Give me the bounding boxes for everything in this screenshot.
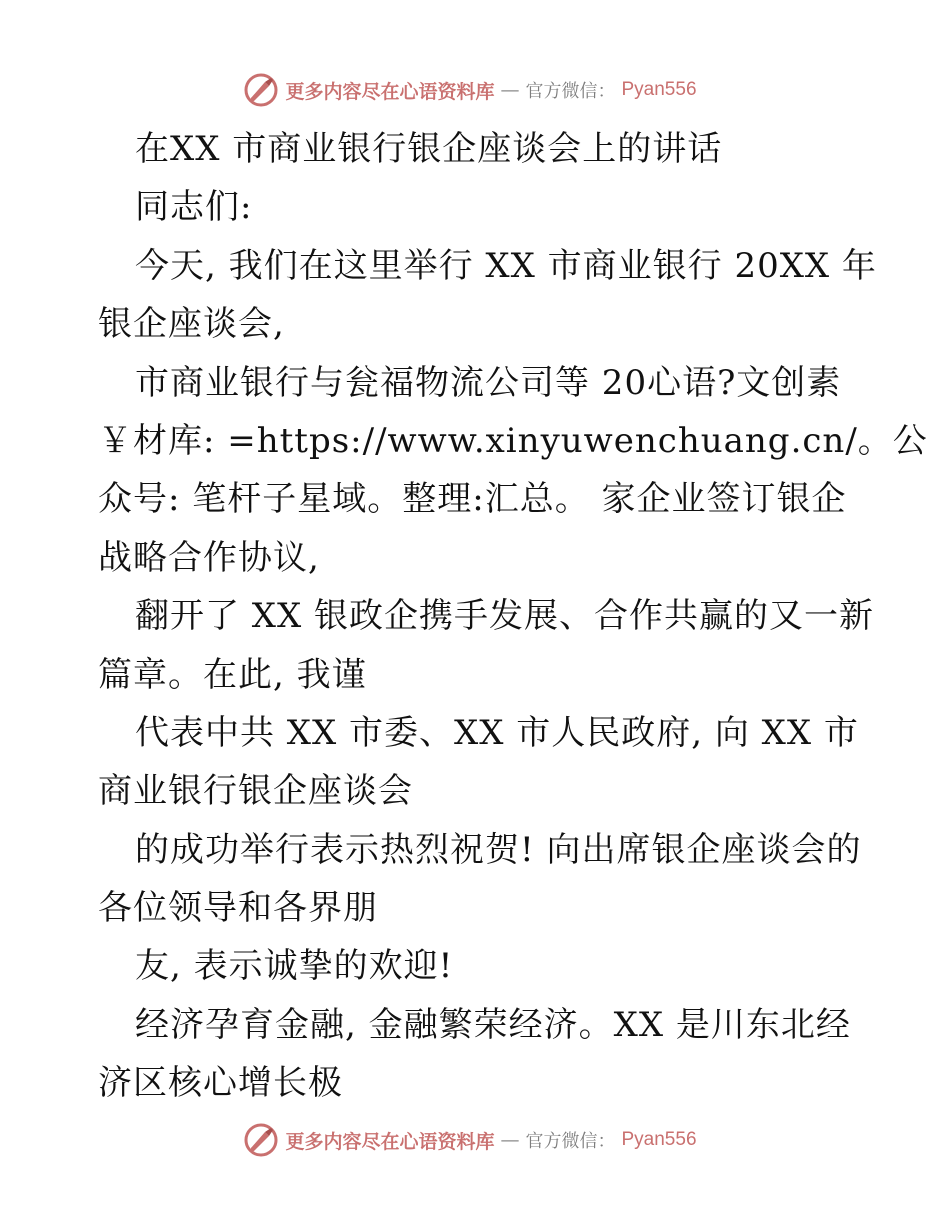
text-line: 市商业银行与瓮福物流公司等 20心语?文创素 [135,362,842,403]
banner-label: 官方微信： [525,1131,616,1152]
text-line: 各位领导和各界朋 [98,888,378,929]
text-line: 代表中共 XX 市委、XX 市人民政府, 向 XX 市 [135,712,859,753]
text-line: 篇章。在此, 我谨 [98,654,367,695]
banner-text: 更多内容尽在心语资料库 [285,80,495,103]
logo-icon [243,72,279,108]
text-line: 今天, 我们在这里举行 XX 市商业银行 20XX 年 [135,245,877,286]
text-line: 银企座谈会, [98,304,285,345]
banner-label: 官方微信： [525,81,616,102]
text-line: 在XX 市商业银行银企座谈会上的讲话 [135,129,723,169]
text-line: 商业银行银企座谈会 [98,771,413,812]
header-banner [0,70,950,110]
text-line: 经济孕育金融, 金融繁荣经济。XX 是川东北经 [135,1004,851,1045]
text-line: ￥材库: =https://www.xinyuwenchuang.cn/。公 [98,420,928,461]
text-line: 众号: 笔杆子星域。整理:汇总。 家企业签订银企 [98,479,847,520]
text-line: 的成功举行表示热烈祝贺! 向出席银企座谈会的 [135,829,862,870]
document-body [98,120,928,1113]
logo-icon [243,1122,279,1158]
text-line: 战略合作协议, [98,537,320,578]
text-line: 友, 表示诚挚的欢迎! [135,946,454,987]
header-banner-content [243,72,696,108]
banner-dash: — [500,1129,520,1151]
footer-banner [0,1120,950,1160]
banner-dash: — [500,79,520,101]
text-line: 同志们: [135,187,253,228]
footer-banner-content [243,1122,696,1158]
banner-wechat-id: Pyan556 [621,79,697,100]
banner-wechat-id: Pyan556 [621,1129,697,1150]
banner-text: 更多内容尽在心语资料库 [285,1130,495,1153]
text-line: 翻开了 XX 银政企携手发展、合作共赢的又一新 [135,596,875,637]
text-line: 济区核心增长极 [98,1063,343,1104]
